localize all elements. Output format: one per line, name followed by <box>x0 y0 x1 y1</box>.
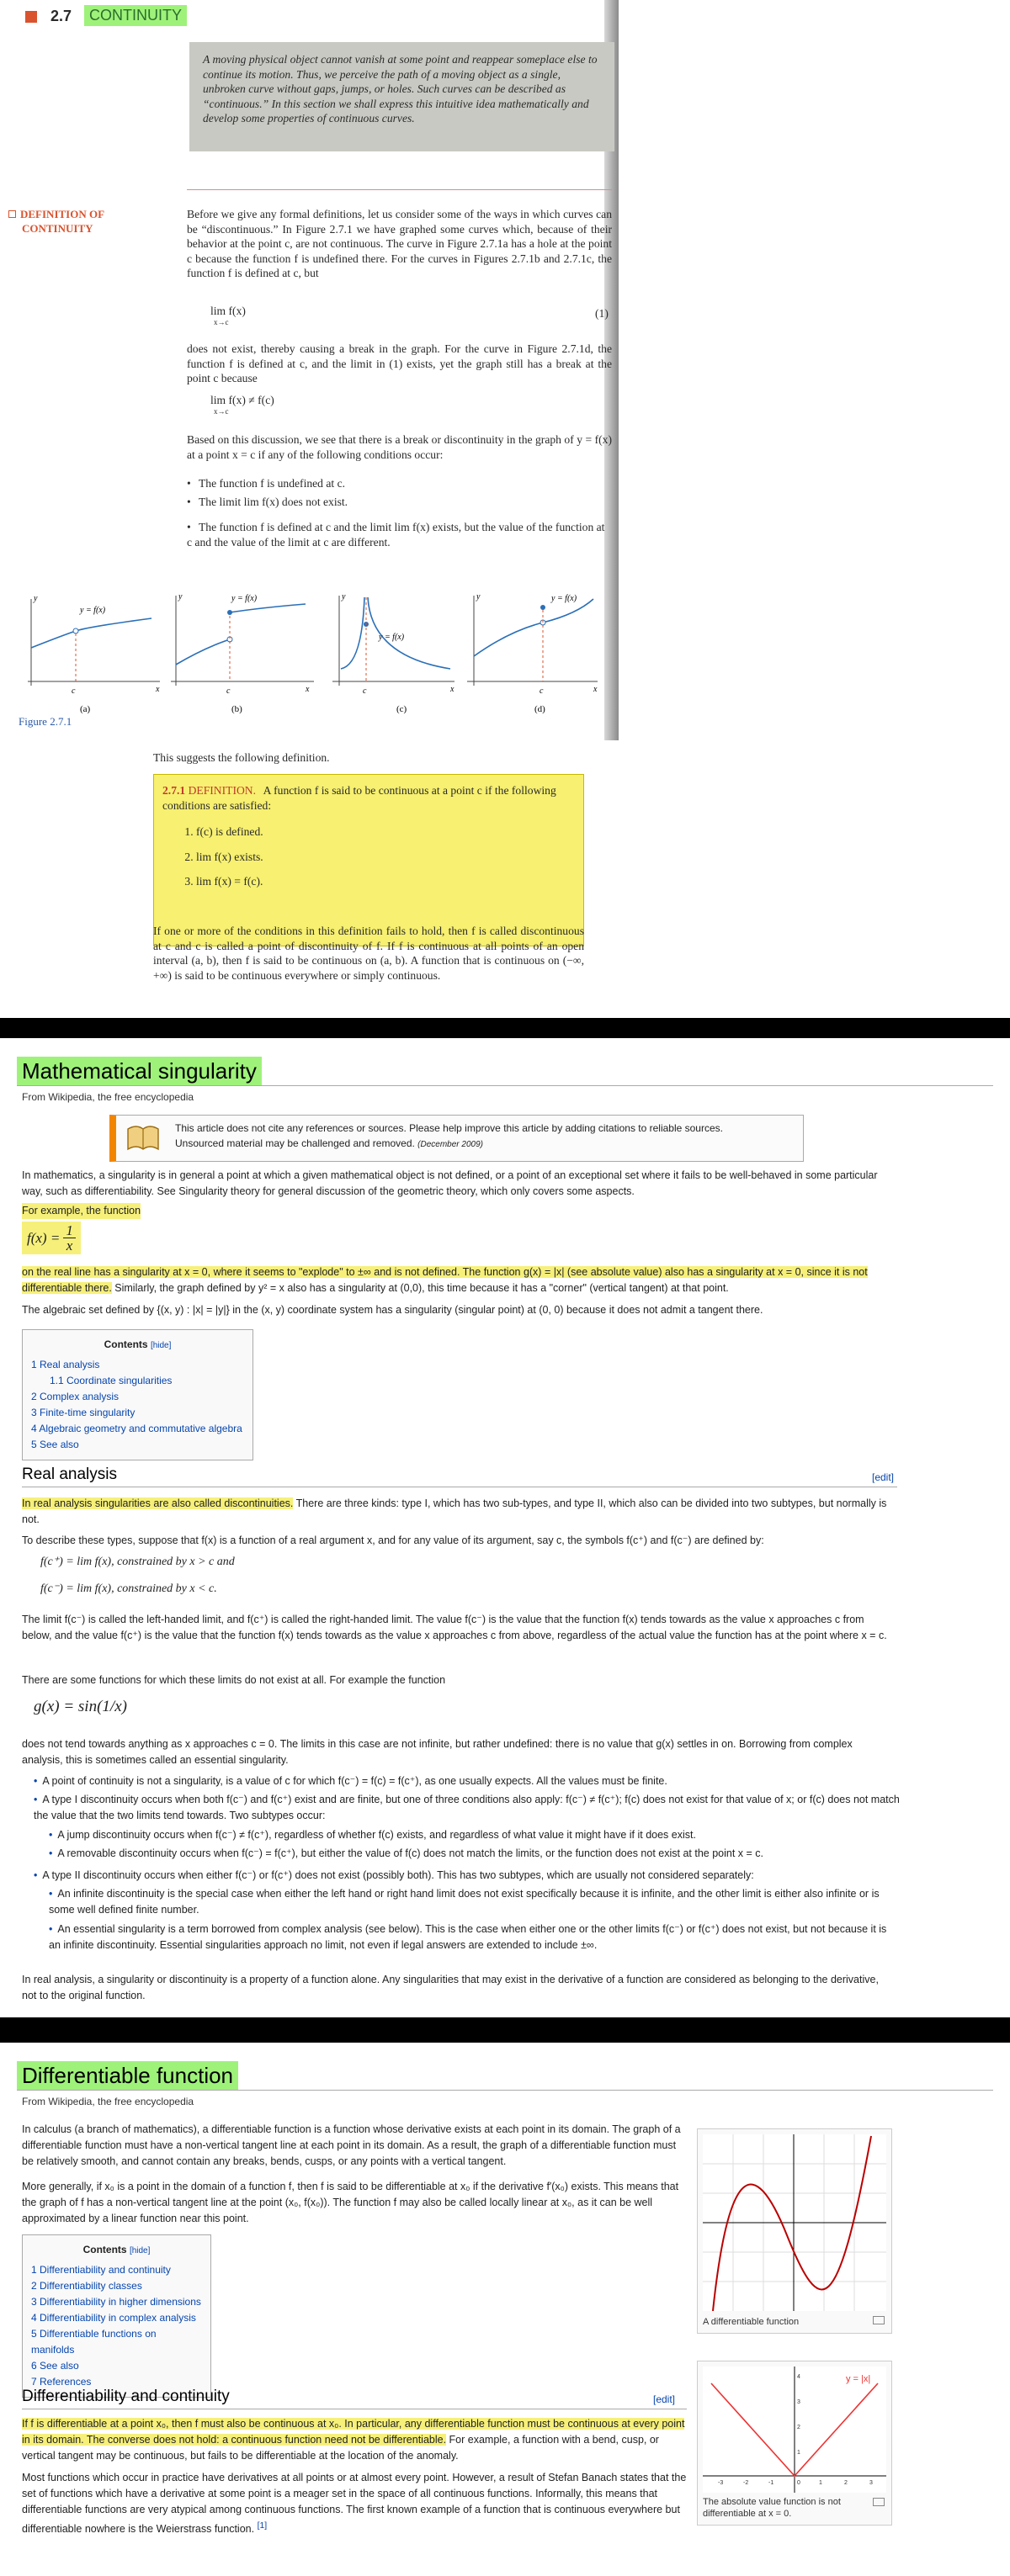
toc-item[interactable]: 5 Differentiable functions on manifolds <box>31 2328 157 2356</box>
margin-label-line1: DEFINITION OF <box>20 208 105 220</box>
curve-label: y = f(x) <box>551 594 577 603</box>
toc-item[interactable]: 2 Complex analysis <box>31 1391 120 1402</box>
p2-rest: Similarly, the graph defined by y² = x also has a singularity at (0,0), this time because it has a "corner" (vertical tangent) at that point. <box>114 1282 729 1294</box>
ref-link[interactable]: [1] <box>257 2521 268 2531</box>
separator-band <box>0 2017 1010 2043</box>
list-item: • A point of continuity is not a singularity, is a value of c for which f(c⁻) = f(c) = f(c⁺), as one usually expects. All the values must be finite. <box>34 1775 667 1787</box>
x-label: x <box>156 685 160 694</box>
sublabel-c: (c) <box>396 704 407 714</box>
ra-paragraph-4: There are some functions for which these limits do not exist at all. For example the function <box>22 1674 446 1686</box>
definition-number: 2.7.1 <box>162 784 186 797</box>
sublist-item: • A jump discontinuity occurs when f(c⁻) ≠ f(c⁺), regardless of whether f(c) exists, and regardless of what value it might have if it does exist. <box>49 1829 696 1841</box>
limit-2: lim f(x) ≠ f(c) <box>210 394 274 406</box>
table-of-contents <box>22 1329 253 1460</box>
ra-paragraph-3: The limit f(c⁻) is called the left-handed limit, and f(c⁺) is called the right-handed limit. The value f(c⁻) is the value that the function f(x) tends towards as the value x approaches c from below, and the value f(c⁺) is the value that the function f(x) tends towards as the value x approaches c from above, regardless of the actual value the function has at the point where x = c. <box>22 1614 887 1641</box>
curve-label: y = f(x) <box>379 633 405 642</box>
g-formula: g(x) = sin(1/x) <box>34 1698 127 1715</box>
paragraph-2: More generally, if x₀ is a point in the domain of a function f, then f is said to be differentiable at x₀ if the derivative f′(x₀) exists. This means that the graph of f has a non-vertical tangent line at the point (x₀, f(x₀)). The function f may also be called locally linear at x₀, as it can be well approximated by a linear function near this point. <box>22 2181 679 2224</box>
y-tick: 2 <box>797 2425 800 2430</box>
paragraph-3: The algebraic set defined by {(x, y) : |x| = |y|} in the (x, y) coordinate system has a singularity (singular point) at (0, 0) because it does not admit a tangent there. <box>22 1304 763 1316</box>
numerator: 1 <box>63 1223 76 1238</box>
thumb-absolute-value <box>697 2361 892 2526</box>
dc1-highlight: If f is differentiable at a point x₀, then f must also be continuous at x₀. In particular, any differentiable function must be continuous at every point in its domain. The converse does not hold: a continuous function need not be differentiable. <box>22 2418 685 2446</box>
ra-paragraph-6: In real analysis, a singularity or discontinuity is a property of a function alone. Any singularities that may exist in the derivative of a function are considered as belonging to the derivative, not to the original function. <box>22 1974 879 2001</box>
x-tick: 2 <box>844 2480 848 2486</box>
c-label: c <box>540 686 544 696</box>
edit-link[interactable]: [edit] <box>872 1471 895 1483</box>
title-rule <box>17 1085 993 1086</box>
section-number: 2.7 <box>50 8 72 24</box>
limit-1: lim f(x) <box>210 305 246 317</box>
toc-title <box>31 1337 244 1354</box>
limit-expression-1 <box>210 305 246 326</box>
toc-item[interactable]: 2 Differentiability classes <box>31 2280 142 2292</box>
example-formula <box>22 1222 81 1254</box>
list-text: A removable discontinuity occurs when f(c⁻) = f(c⁺), but either the value of f(c) does not match the limits, or the function does not exist at the point x = c. <box>57 1847 763 1859</box>
ra-paragraph-5: does not tend towards anything as x approaches c = 0. The limits in this case are not infinite, but rather undefined: there is no value that g(x) settles in on. Borrowing from complex analysis, this is sometimes called an essential singularity. <box>22 1738 853 1766</box>
toc-item[interactable]: 1 Real analysis <box>31 1359 100 1370</box>
panel-a <box>28 594 160 714</box>
toc-item[interactable]: 1 Differentiability and continuity <box>31 2264 171 2276</box>
sublist-item: • A removable discontinuity occurs when f(c⁻) = f(c⁺), but either the value of f(c) does not match the limits, or the function does not exist at the point x = c. <box>49 1847 763 1859</box>
figure-2-7-1 <box>13 589 602 715</box>
toc-title <box>31 2242 202 2259</box>
bullet-3: • The function f is defined at c and the limit lim f(x) exists, but the value of the function at c and the value of the limit at c are different. <box>187 521 605 549</box>
list-text: A type I discontinuity occurs when both f(c⁻) and f(c⁺) exist and are finite, but one of three conditions also apply: f(c⁻) ≠ f(c⁺); f(c) does not exist for that value of x; or f(c) does not match the value that the two limits tend towards. Two subtypes occur: <box>34 1794 900 1821</box>
figure-label: Figure 2.7.1 <box>19 715 72 728</box>
fraction <box>63 1223 76 1253</box>
limit-minus: f(c⁻) = lim f(x), constrained by x < c. <box>40 1582 217 1595</box>
bullet-text: The limit lim f(x) does not exist. <box>199 496 348 508</box>
notice-text: Unsourced material may be challenged and removed. <box>175 1137 415 1149</box>
sublabel-b: (b) <box>231 704 242 714</box>
notice-date: (December 2009) <box>417 1140 483 1149</box>
thumb-caption: The absolute value function is not differentiable at x = 0. <box>703 2497 841 2519</box>
book-icon <box>125 1122 162 1153</box>
limit-2-sub: x→c <box>214 407 229 416</box>
dc2-text: Most functions which occur in practice have derivatives at all points or at almost every point. However, a result of Stefan Banach states that the set of functions which have a derivative at some point is a meager set in the space of all continuous functions. Informally, this means that differentiable functions are very atypical among continuous functions. The first known example of a function that is continuous everywhere but differentiable nowhere is the Weierstrass function. <box>22 2472 687 2536</box>
sublabel-a: (a) <box>80 704 91 714</box>
toc-item[interactable]: 3 Finite-time singularity <box>31 1407 136 1418</box>
toc-hide-link[interactable]: [hide] <box>150 1341 172 1350</box>
enlarge-icon[interactable] <box>873 2316 885 2324</box>
y-label: y <box>34 594 38 603</box>
x-tick: 3 <box>869 2480 873 2486</box>
list-text: A jump discontinuity occurs when f(c⁻) ≠ f(c⁺), regardless of whether f(c) exists, and regardless of what value it might have if it does exist. <box>57 1829 696 1841</box>
from-line: From Wikipedia, the free encyclopedia <box>22 1091 194 1103</box>
lead-paragraph: In mathematics, a singularity is in general a point at which a given mathematical object is not defined, or a point of an exceptional set where it fails to be well-behaved in some particular way, such as differentiability. See Singularity theory for general discussion of the geometric theory, which only covers some aspects. <box>22 1169 878 1197</box>
limit-expression-2 <box>210 394 274 416</box>
ra-paragraph-1 <box>22 1496 889 1528</box>
separator-band <box>0 1018 1010 1038</box>
y-label: y <box>342 592 346 602</box>
edit-link[interactable]: [edit] <box>653 2393 676 2405</box>
dc1-rest: For example, a function with a bend, cusp, or vertical tangent may be continuous, but fails to be differentiable at the location of the anomaly. <box>22 2434 659 2462</box>
toc-item[interactable]: 3 Differentiability in higher dimensions <box>31 2296 201 2308</box>
bullet-text: The function f is defined at c and the limit lim f(x) exists, but the value of the function at c and the value of the limit at c are different. <box>187 521 605 549</box>
toc-item[interactable]: 6 See also <box>31 2360 79 2372</box>
paragraph-2: does not exist, thereby causing a break in the graph. For the curve in Figure 2.7.1d, the function f is defined at c, and the limit in (1) exists, yet the graph still has a break at the point c because <box>187 342 612 384</box>
section-marker-icon <box>25 11 37 23</box>
bullet-text: The function f is undefined at c. <box>199 477 346 490</box>
x-tick: 1 <box>819 2480 822 2486</box>
paragraph-3: Based on this discussion, we see that there is a break or discontinuity in the graph of y = f(x) at a point x = c if any of the following conditions occur: <box>187 433 612 461</box>
section-title: CONTINUITY <box>84 5 187 26</box>
x-tick: 0 <box>797 2480 800 2486</box>
definition-text: A function f is said to be continuous at a point c if the following conditions are satisfied: <box>162 784 556 812</box>
x-label: x <box>306 685 310 694</box>
example-text: For example, the function <box>22 1203 141 1219</box>
list-item: • A type II discontinuity occurs when either f(c⁻) or f(c⁺) does not exist (possibly both). This has two subtypes, which are usually not considered separately: <box>34 1869 754 1881</box>
paragraph-1: Before we give any formal definitions, let us consider some of the ways in which curves can be “discontinuous.” In Figure 2.7.1 we have graphed some curves which, because of their behavior at the point c, are not continuous. The curve in Figure 2.7.1a has a hole at the point c because the function f is undefined there. For the curves in Figures 2.7.1b and 2.7.1c, the function f is defined at c, but <box>187 208 612 279</box>
curve-label: y = |x| <box>846 2374 871 2384</box>
list-text: An essential singularity is a term borrowed from complex analysis (see below). This is the case when either one or the other limits f(c⁻) or f(c⁺) does not exist, but not because it is an infinite discontinuity. Essential singularities approach no limit, not even if legal answers are extended to include ±∞. <box>49 1923 887 1951</box>
margin-label <box>8 207 104 236</box>
panel-c <box>332 592 454 714</box>
thumb-caption: A differentiable function <box>703 2317 800 2327</box>
y-tick: 1 <box>797 2450 800 2456</box>
denominator: x <box>66 1238 73 1254</box>
absolute-value-graph <box>703 2367 886 2493</box>
toc-item[interactable]: 4 Differentiability in complex analysis <box>31 2312 196 2324</box>
article-title: Differentiable function <box>17 2061 238 2091</box>
suggest-text: This suggests the following definition. <box>153 751 330 764</box>
x-label: x <box>450 685 454 694</box>
panel-d <box>467 592 598 714</box>
equation-number: (1) <box>595 307 609 320</box>
ra1-highlight: In real analysis singularities are also called discontinuities. <box>22 1497 294 1509</box>
y-tick: 4 <box>797 2374 800 2380</box>
dc-paragraph-1 <box>22 2416 687 2464</box>
toc-hide-link[interactable]: [hide] <box>129 2246 151 2255</box>
list-item: • A type I discontinuity occurs when both f(c⁻) and f(c⁺) exist and are finite, but one of three conditions also apply: f(c⁻) ≠ f(c⁺); f(c) does not exist for that value of x; or f(c) does not match the value that the two limits tend towards. Two subtypes occur: <box>34 1794 900 1821</box>
bullet-1: • The function f is undefined at c. <box>187 477 346 490</box>
panel-b <box>171 592 314 714</box>
margin-box-icon <box>8 210 16 218</box>
article-title: Mathematical singularity <box>17 1057 262 1086</box>
table-of-contents <box>22 2234 211 2398</box>
definition-item: 2. lim f(x) exists. <box>196 850 575 865</box>
formula-lhs: f(x) = <box>27 1229 61 1246</box>
margin-label-line2: CONTINUITY <box>22 222 93 235</box>
limit-1-sub: x→c <box>214 318 229 326</box>
toc-title-text: Contents <box>104 1338 148 1350</box>
x-tick: -2 <box>743 2480 749 2486</box>
paragraph-2 <box>22 1264 889 1296</box>
c-label: c <box>72 686 76 696</box>
c-label: c <box>226 686 231 696</box>
after-definition: If one or more of the conditions in this definition fails to hold, then f is called discontinuous at c and c is called a point of discontinuity of f. If f is continuous at all points of an open interval (a, b), then f is said to be continuous on (a, b). A function that is continuous on (−∞, +∞) is said to be continuous everywhere or simply continuous. <box>153 925 584 982</box>
definition-item: 3. lim f(x) = f(c). <box>196 874 575 889</box>
curve-label: y = f(x) <box>80 606 106 615</box>
divider <box>187 189 612 190</box>
toc-item[interactable]: 7 References <box>31 2376 92 2388</box>
list-text: A type II discontinuity occurs when either f(c⁻) or f(c⁺) does not exist (possibly both). This has two subtypes, which are usually not considered separately: <box>42 1869 754 1881</box>
x-tick: -3 <box>718 2480 724 2486</box>
notice-line-2 <box>175 1136 795 1153</box>
x-label: x <box>593 685 598 694</box>
thumb-differentiable-function <box>697 2128 892 2334</box>
definition-word: DEFINITION. <box>188 784 257 797</box>
definition-box <box>153 774 584 946</box>
sublist-item: • An infinite discontinuity is the special case when either the left hand or right hand limit does not exist specifically because it is infinite, and the other limit is either also infinite or is some well defined finite number. <box>49 1888 880 1916</box>
curve-label: y = f(x) <box>231 594 258 603</box>
section-heading-differentiability: Differentiability and continuity <box>22 2388 687 2409</box>
p2-highlight: on the real line has a singularity at x = 0, where it seems to "explode" to ±∞ and is not defined. The function g(x) = |x| (see absolute value) also has a singularity at x = 0, since it is not differentiable there. <box>22 1266 868 1294</box>
toc-item[interactable]: 5 See also <box>31 1439 79 1450</box>
c-label: c <box>363 686 367 696</box>
enlarge-icon[interactable] <box>873 2498 885 2506</box>
dc-paragraph-2 <box>22 2470 687 2537</box>
lead-paragraph: In calculus (a branch of mathematics), a differentiable function is a function whose derivative exists at each point in its domain. The graph of a differentiable function must have a non-vertical tangent line at each point in its domain. As a result, the graph of a differentiable function must be relatively smooth, and cannot contain any breaks, bends, cusps, or any points with a vertical tangent. <box>22 2123 681 2167</box>
title-rule <box>17 2090 993 2091</box>
y-label: y <box>178 592 183 602</box>
list-text: An infinite discontinuity is the special case when either the left hand or right hand limit does not exist specifically because it is infinite, and the other limit is either also infinite or is some well defined finite number. <box>49 1888 880 1916</box>
from-line: From Wikipedia, the free encyclopedia <box>22 2096 194 2107</box>
toc-item[interactable]: 4 Algebraic geometry and commutative algebra <box>31 1423 242 1434</box>
definition-item: 1. f(c) is defined. <box>196 824 575 840</box>
x-tick: -1 <box>768 2480 774 2486</box>
ra1-rest: There are three kinds: type I, which has two sub-types, and type II, which also can be divided into two subtypes, but normally is not. <box>22 1497 887 1525</box>
toc-title-text: Contents <box>82 2244 127 2255</box>
y-label: y <box>476 592 481 602</box>
toc-item[interactable]: 1.1 Coordinate singularities <box>50 1375 173 1386</box>
sublabel-d: (d) <box>534 704 545 714</box>
differentiable-function-graph <box>703 2134 886 2311</box>
bullet-2: • The limit lim f(x) does not exist. <box>187 496 348 508</box>
citation-notice <box>109 1115 804 1162</box>
textbook-page <box>0 0 619 1018</box>
notice-line-1: This article does not cite any references or sources. Please help improve this article by adding citations to reliable sources. <box>175 1122 723 1134</box>
y-tick: 3 <box>797 2399 800 2405</box>
list-text: A point of continuity is not a singularity, is a value of c for which f(c⁻) = f(c) = f(c⁺), as one usually expects. All the values must be finite. <box>42 1775 667 1787</box>
limit-plus: f(c⁺) = lim f(x), constrained by x > c and <box>40 1556 235 1568</box>
sublist-item: • An essential singularity is a term borrowed from complex analysis (see below). This is the case when either one or the other limits f(c⁻) or f(c⁺) does not exist, but not because it is an infinite discontinuity. Essential singularities approach no limit, not even if legal answers are extended to include ±∞. <box>49 1923 887 1951</box>
ra-paragraph-2: To describe these types, suppose that f(x) is a function of a real argument x, and for any value of its argument, say c, the symbols f(c⁺) and f(c⁻) are defined by: <box>22 1534 764 1546</box>
intro-box: A moving physical object cannot vanish at some point and reappear someplace else to continue its motion. Thus, we perceive the path of a moving object as a single, unbroken curve without gaps, jumps, or holes. Such curves can be described as “continuous.” In this section we shall express this intuitive idea mathematically and develop some properties of continuous curves. <box>189 42 614 151</box>
section-heading-real-analysis: Real analysis <box>22 1466 897 1487</box>
